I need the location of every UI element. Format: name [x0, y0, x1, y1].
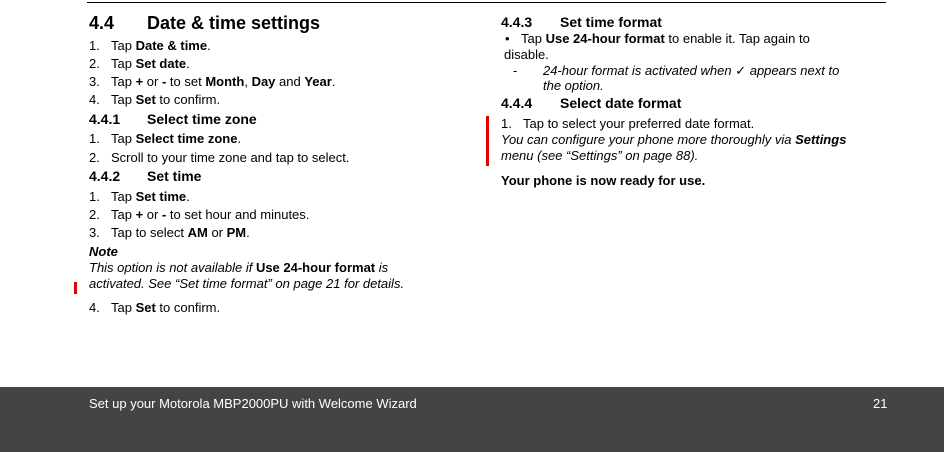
list-item: 4. Tap Set to confirm. [89, 92, 221, 107]
list-item: 1. Tap Set time. [89, 189, 190, 204]
change-bar [486, 116, 489, 166]
footer-title: Set up your Motorola MBP2000PU with Welcome Wizard [89, 396, 417, 411]
bullet-item-cont: disable. [504, 47, 549, 62]
list-item: 3. Tap + or - to set Month, Day and Year. [89, 74, 336, 89]
page-footer [0, 387, 944, 452]
sub-item: - 24-hour format is activated when ✓ appears next to [513, 63, 840, 78]
info-text: You can configure your phone more thoroughly via Settings menu (see “Settings” on page 88). [501, 132, 847, 163]
ready-text: Your phone is now ready for use. [501, 173, 706, 188]
heading-4-4-2: 4.4.2 Set time [89, 168, 202, 184]
bullet-item: • Tap Use 24-hour format to enable it. Tap again to [505, 31, 810, 46]
heading-4-4 [89, 13, 320, 34]
page-number: 21 [873, 396, 888, 411]
note-title: Note [89, 244, 118, 259]
list-item: 2. Scroll to your time zone and tap to select. [89, 150, 350, 165]
heading-4-4-1: 4.4.1 Select time zone [89, 111, 257, 127]
heading-number: 4.4 [89, 13, 115, 33]
list-item: 4. Tap Set to confirm. [89, 300, 221, 315]
list-item: 2. Tap + or - to set hour and minutes. [89, 207, 310, 222]
list-item: 1. Tap Select time zone. [89, 131, 242, 146]
list-item: 1. Tap Date & time. [89, 38, 211, 53]
note-text: This option is not available if Use 24-hour format is activated. See “Set time format” on page 21 for details. [89, 260, 405, 291]
heading-4-4-4: 4.4.4 Select date format [501, 95, 682, 111]
top-rule [87, 2, 886, 3]
list-item: 3. Tap to select AM or PM. [89, 225, 250, 240]
list-item: 1. Tap to select your preferred date format. [501, 116, 755, 131]
heading-4-4-3: 4.4.3 Set time format [501, 14, 662, 30]
sub-item-cont: the option. [543, 78, 604, 93]
change-bar [74, 282, 77, 294]
heading-title: Date & time settings [147, 13, 321, 33]
list-item: 2. Tap Set date. [89, 56, 190, 71]
